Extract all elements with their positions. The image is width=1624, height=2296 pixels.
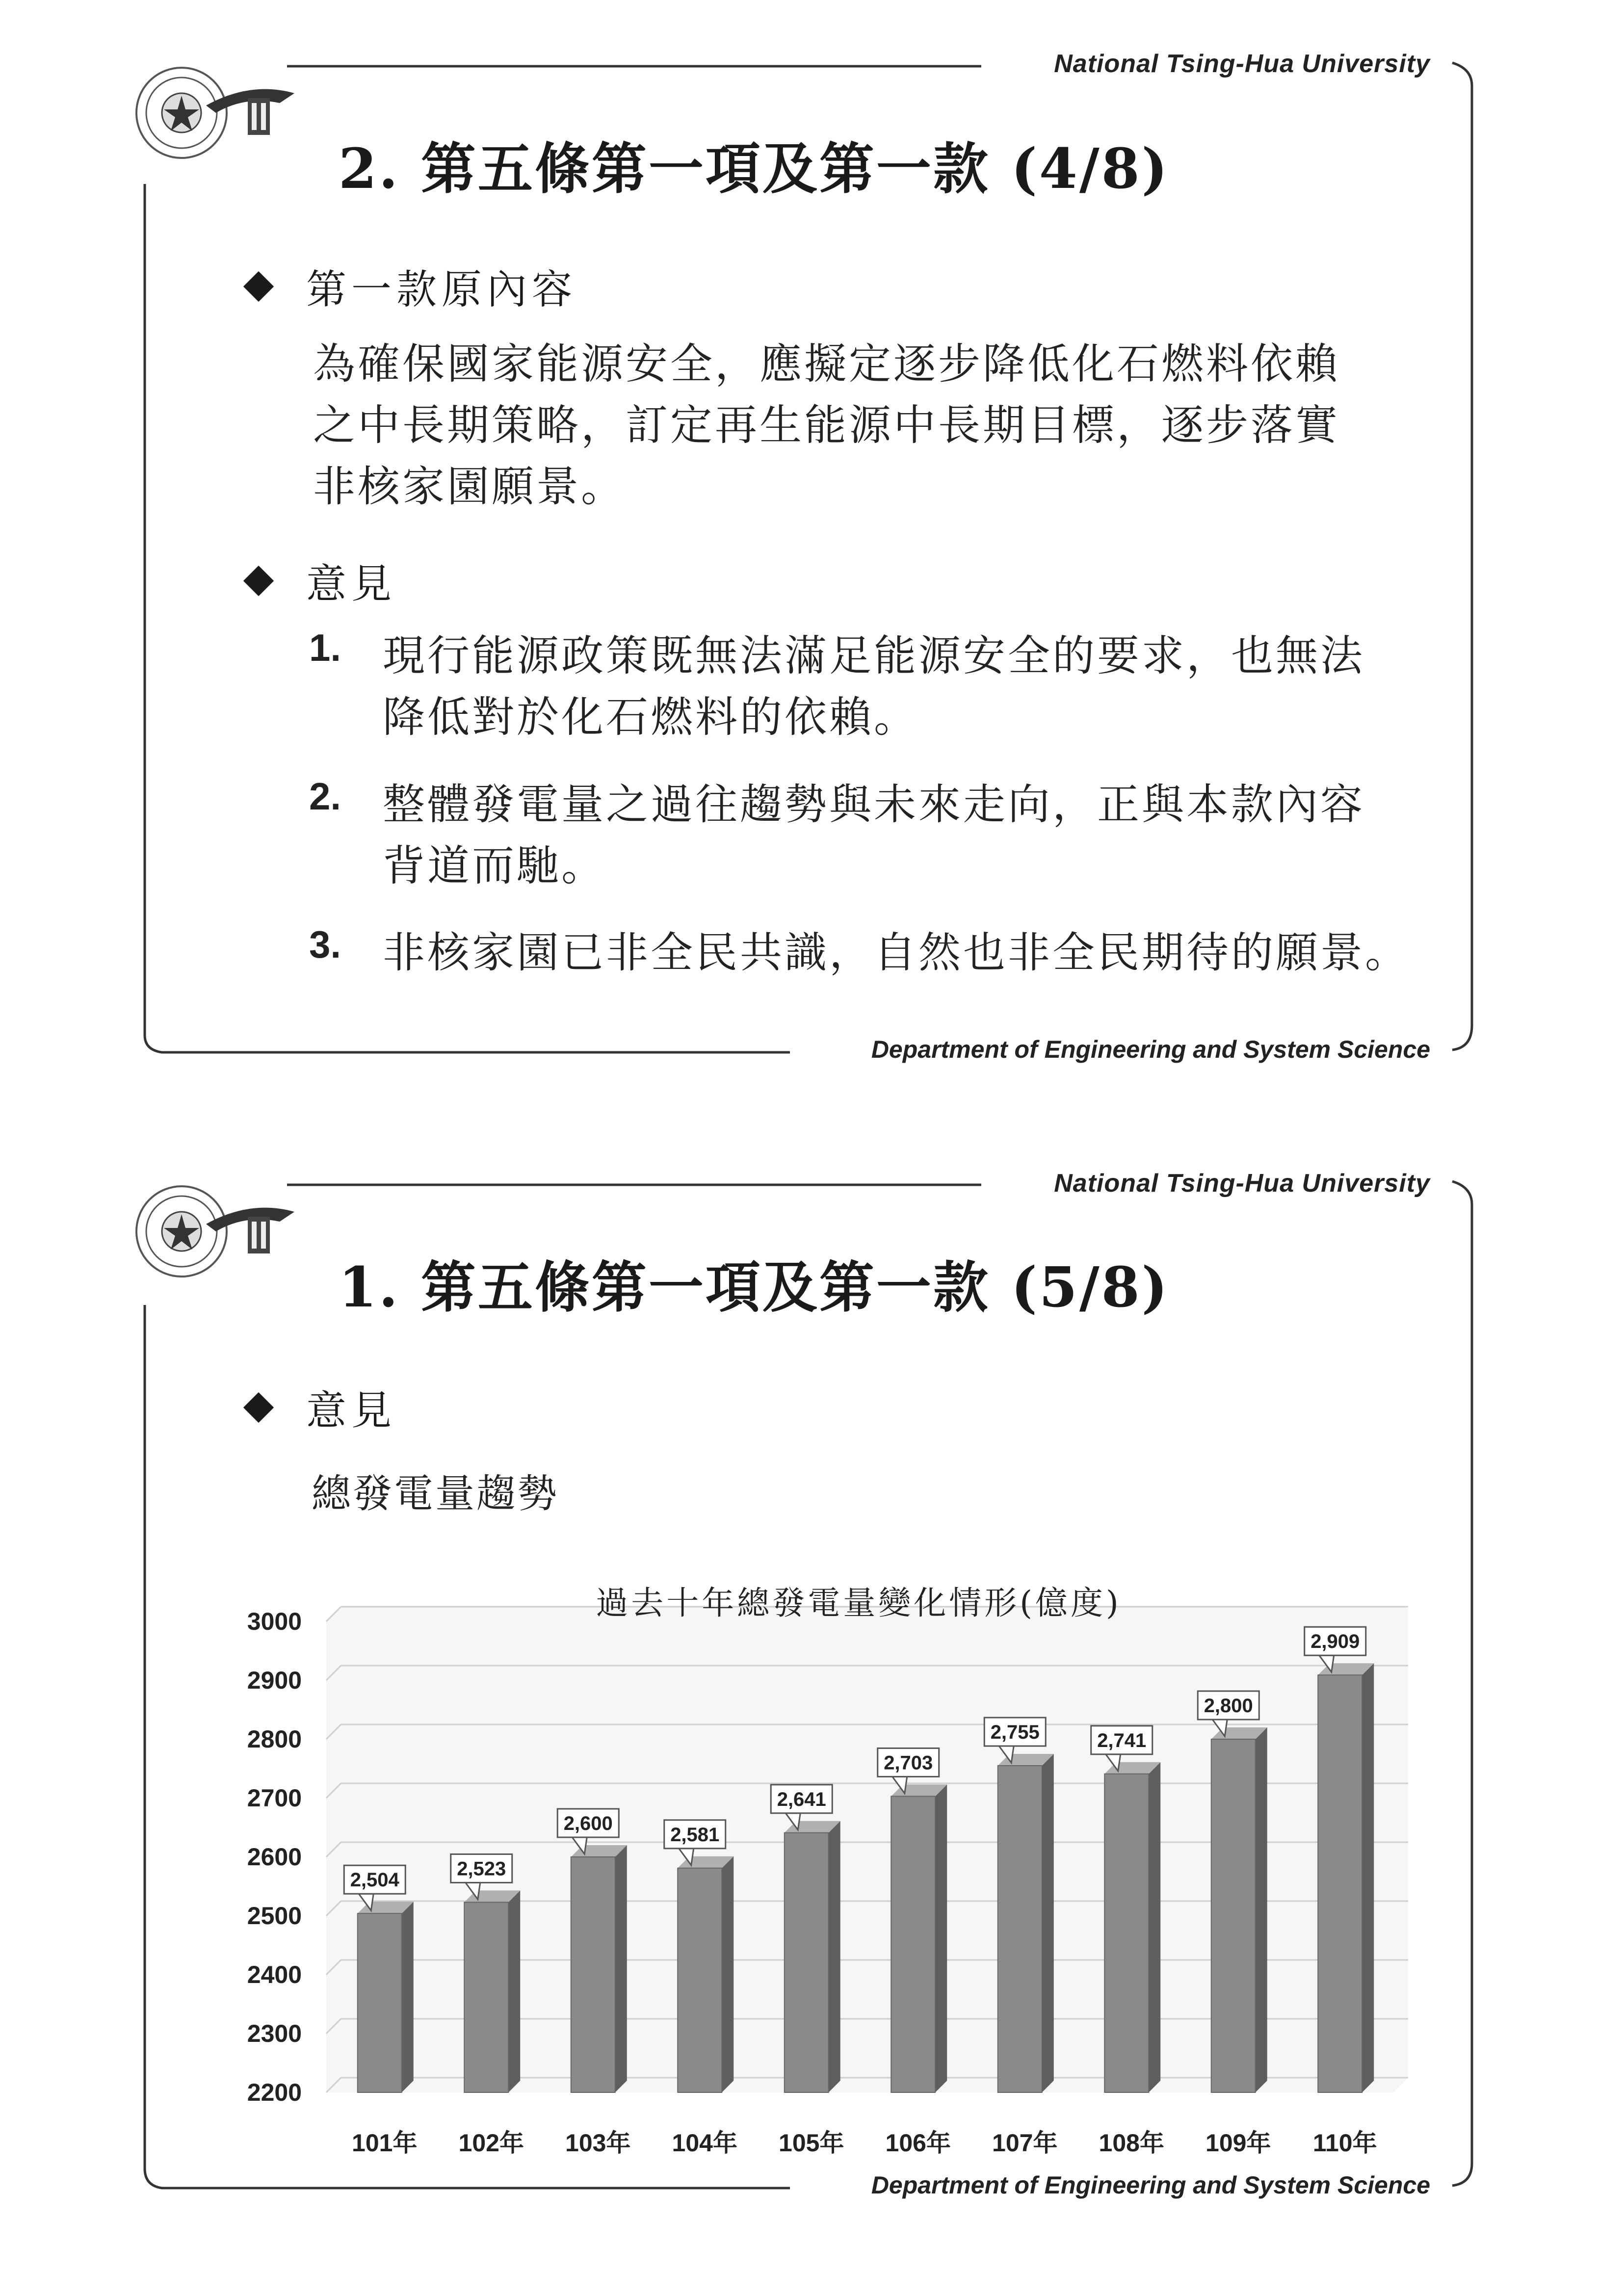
y-tick-label: 2200 (247, 2079, 302, 2106)
x-tick-label: 104年 (672, 2129, 737, 2157)
item-line: 非核家園已非全民共識，自然也非全民期待的願景。 (383, 928, 1410, 977)
university-name: National Tsing-Hua University (1054, 1169, 1430, 1198)
original-content-paragraph (313, 334, 1412, 518)
slide-title: 2. 第五條第一項及第一款 (4/8) (339, 137, 1170, 201)
seal-icon (136, 1186, 227, 1277)
y-tick-label: 2700 (247, 1784, 302, 1812)
bar-side (615, 1845, 627, 2092)
university-logo (132, 1165, 329, 1288)
data-label: 2,523 (457, 1858, 506, 1880)
data-label: 2,581 (670, 1824, 720, 1846)
bar-side (1256, 1727, 1267, 2092)
bar-side (402, 1902, 414, 2092)
x-tick-label: 109年 (1205, 2129, 1271, 2157)
bar (1318, 1675, 1362, 2092)
paragraph-line: 非核家園願景。 (313, 462, 626, 511)
bullet-label: 意見 (306, 1387, 397, 1434)
bar (571, 1857, 615, 2092)
power-generation-chart (206, 1584, 1442, 2157)
bar-side (508, 1890, 520, 2092)
bar (358, 1913, 402, 2092)
item-number: 3. (309, 923, 341, 966)
data-label: 2,909 (1310, 1631, 1360, 1653)
seal-icon (136, 68, 227, 158)
slide-1 (0, 0, 1624, 1104)
x-tick-label: 110年 (1312, 2129, 1377, 2157)
diamond-bullet-icon (243, 565, 274, 596)
data-label: 2,703 (884, 1752, 933, 1774)
y-tick-label: 2800 (247, 1725, 302, 1753)
data-label: 2,600 (563, 1813, 613, 1834)
item-line: 背道而馳。 (383, 841, 606, 890)
chart-title: 過去十年總發電量變化情形(億度) (596, 1584, 1122, 1622)
x-tick-label: 106年 (885, 2129, 951, 2157)
y-tick-label: 2500 (247, 1902, 302, 1930)
item-number: 1. (309, 626, 341, 669)
item-number: 2. (309, 775, 341, 818)
data-label: 2,741 (1097, 1729, 1147, 1751)
bar-side (935, 1784, 947, 2092)
x-tick-label: 103年 (565, 2129, 631, 2157)
x-tick-label: 102年 (458, 2129, 524, 2157)
paragraph-line: 之中長期策略，訂定再生能源中長期目標，逐步落實 (313, 401, 1340, 450)
bar (998, 1766, 1042, 2092)
data-label: 2,504 (350, 1869, 399, 1891)
bar-side (829, 1821, 840, 2092)
bullet-original-content (248, 258, 577, 315)
data-label: 2,755 (990, 1722, 1040, 1743)
diamond-bullet-icon (243, 271, 274, 301)
department-name: Department of Engineering and System Science (871, 2171, 1430, 2199)
bar-side (722, 1856, 733, 2092)
item-text (383, 922, 1452, 984)
bar (678, 1868, 722, 2092)
bar (1211, 1739, 1256, 2092)
department-name: Department of Engineering and System Science (871, 1036, 1430, 1063)
bar (464, 1902, 508, 2092)
slide-title: 1. 第五條第一項及第一款 (5/8) (339, 1255, 1170, 1320)
paragraph-line: 為確保國家能源安全，應擬定逐步降低化石燃料依賴 (313, 339, 1340, 389)
item-line: 整體發電量之過往趨勢與未來走向，正與本款內容 (383, 780, 1365, 829)
data-label: 2,641 (777, 1788, 826, 1810)
x-tick-label: 107年 (992, 2129, 1058, 2157)
y-tick-label: 3000 (247, 1608, 302, 1635)
bar (785, 1833, 829, 2092)
slide-2 (0, 1128, 1624, 2208)
y-tick-label: 2600 (247, 1843, 302, 1871)
dept-mark-icon (206, 1208, 294, 1253)
bullet-opinion (248, 552, 396, 609)
y-tick-label: 2400 (247, 1961, 302, 1988)
item-line: 降低對於化石燃料的依賴。 (383, 693, 918, 742)
x-tick-label: 108年 (1099, 2129, 1164, 2157)
y-tick-label: 2900 (247, 1667, 302, 1694)
y-tick-label: 2300 (247, 2020, 302, 2047)
item-text (383, 626, 1452, 748)
bar (891, 1796, 935, 2092)
bar-side (1042, 1754, 1054, 2092)
x-tick-label: 105年 (779, 2129, 844, 2157)
data-label: 2,800 (1204, 1695, 1253, 1717)
chart-subheading: 總發電量趨勢 (312, 1471, 559, 1516)
item-line: 現行能源政策既無法滿足能源安全的要求，也無法 (383, 631, 1365, 680)
bar (1104, 1774, 1149, 2092)
university-logo (132, 47, 329, 169)
bullet-opinion (248, 1379, 396, 1436)
bullet-label: 意見 (306, 561, 397, 607)
x-tick-label: 101年 (352, 2129, 418, 2157)
bar-side (1149, 1762, 1160, 2092)
item-text (383, 774, 1452, 897)
dept-mark-icon (206, 89, 294, 135)
university-name: National Tsing-Hua University (1054, 50, 1430, 78)
bullet-label: 第一款原內容 (306, 266, 577, 313)
diamond-bullet-icon (243, 1392, 274, 1422)
bar-side (1362, 1663, 1374, 2092)
